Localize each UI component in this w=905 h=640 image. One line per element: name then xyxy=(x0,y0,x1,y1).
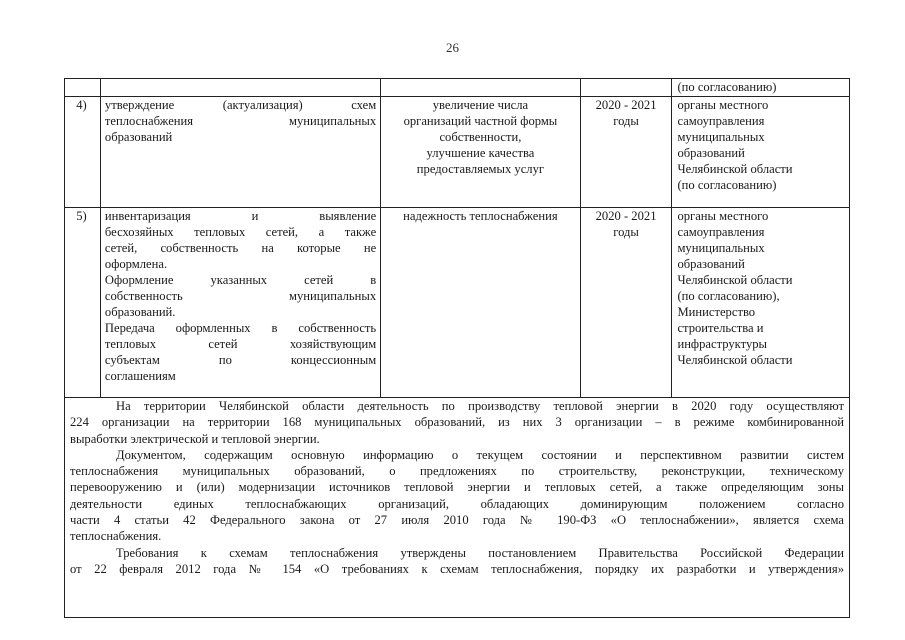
paragraph: Документом, содержащим основную информацию о текущем состоянии и перспективном развитии систем теплоснабжения муниципальных образований, о предложениях по строительству, реконструкции, техническому перевооружению и (или) модернизации источников тепловой энергии и тепловых сетей, а также определяющим зоны деятельности единых теплоснабжающих организаций, обладающих доминирующим положением согласно части 4 статьи 42 Федерального закона от 27 июля 2010 года № 190-ФЗ «О теплоснабжении», является схема теплоснабжения. xyxy=(70,447,844,544)
action-cell: утверждение (актуализация) схем теплоснабжения муниципальных образований xyxy=(101,97,381,207)
text-block xyxy=(65,398,849,577)
responsible-text: (по согласованию) xyxy=(677,80,777,94)
paragraph: На территории Челябинской области деятельность по производству тепловой энергии в 2020 году осуществляют 224 организации на территории 168 муниципальных образований, из них 3 организации – в режиме комбинированной выработки электрической и тепловой энергии. xyxy=(70,399,844,446)
row-number: 5) xyxy=(65,208,101,397)
result-cell: надежность теплоснабжения xyxy=(381,208,580,397)
table-row xyxy=(65,79,849,97)
page-number: 26 xyxy=(446,40,459,55)
responsible-cell xyxy=(672,79,849,96)
action-cell: инвентаризация и выявление бесхозяйных тепловых сетей, а также сетей, собственность на которые не оформлена. Оформление указанных сетей в собственность муниципальных образований. Передача оформленных в собственность тепловых сетей хозяйствующим субъектам по концессионным соглашениям xyxy=(101,208,381,397)
table-row xyxy=(65,97,849,208)
paragraph: Требования к схемам теплоснабжения утверждены постановлением Правительства Российской Федерации от 22 февраля 2012 года № 154 «О требованиях к схемам теплоснабжения, порядку их разработки и утверждения» xyxy=(70,545,844,576)
table-row xyxy=(65,208,849,398)
term-cell: 2020 - 2021 годы xyxy=(581,208,673,397)
document-body xyxy=(64,78,850,618)
row-number: 4) xyxy=(65,97,101,207)
responsible-cell: органы местного самоуправления муниципальных образований Челябинской области (по согласованию) xyxy=(677,98,793,192)
responsible-cell: органы местного самоуправления муниципальных образований Челябинской области (по согласованию), Министерство строительства и инфраструктуры Челябинской области xyxy=(677,209,793,367)
term-cell: 2020 - 2021 годы xyxy=(581,97,673,207)
result-cell: увеличение числа организаций частной формы собственности, улучшение качества предоставляемых услуг xyxy=(381,97,580,207)
